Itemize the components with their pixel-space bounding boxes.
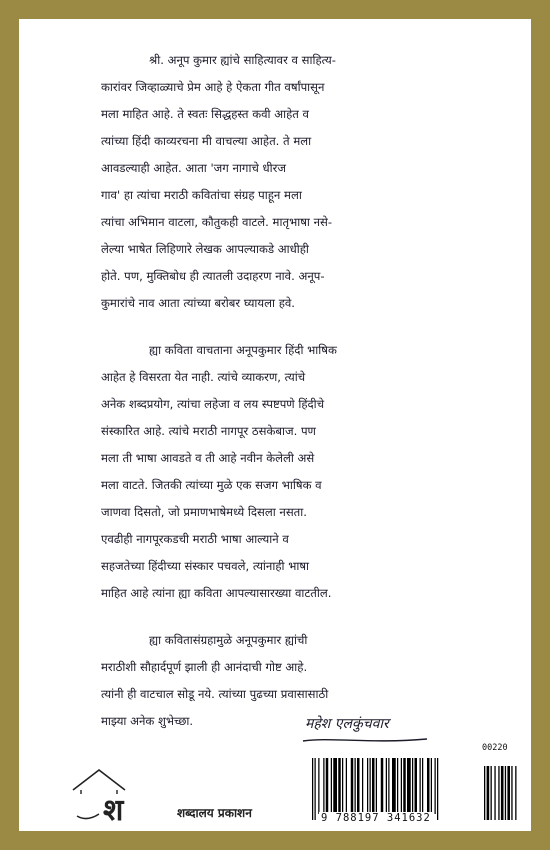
back-cover-page (19, 19, 531, 831)
barcode-addon-bar (515, 766, 516, 820)
barcode-bar (315, 758, 316, 820)
barcode-bar (386, 758, 387, 814)
letter-line: त्यांनी ही वाटचाल सोडू नये. त्यांच्या पुढच्या प्रवासासाठी (101, 687, 329, 701)
letter-paragraph-1 (101, 47, 531, 317)
barcode-bar (403, 758, 406, 814)
letter-line: कुमारांचे नाव आता त्यांच्या बरोबर घ्यायला हवे. (101, 296, 295, 310)
barcode-bar (381, 758, 384, 814)
publisher-name: शब्दालय प्रकाशन (177, 806, 252, 820)
barcode-addon-bar (484, 766, 485, 820)
letter-line: आहेत हे विसरता येत नाही. त्यांचे व्याकरण, त्यांचे (101, 370, 306, 384)
letter-line: एवढीही नागपूरकडची मराठी भाषा आल्याने व (101, 532, 289, 546)
barcode-bar (326, 758, 329, 814)
barcode-bar (431, 758, 432, 814)
barcode-bar (372, 758, 375, 814)
barcode-bar (362, 758, 363, 814)
barcode-bar (420, 758, 421, 814)
barcode-addon-bar (511, 766, 512, 820)
barcode-addon-bar (501, 766, 504, 820)
barcode-addon-bar (498, 766, 499, 820)
barcode-bar (437, 758, 438, 820)
publisher-logo-house-icon (69, 764, 189, 824)
barcode-bar (346, 758, 347, 814)
svg-text:श: श (103, 793, 124, 824)
barcode-bar (333, 758, 337, 814)
letter-line: ह्या कवितासंग्रहामुळे अनूपकुमार ह्यांची (149, 633, 308, 647)
isbn-number: 9 788197 341632 (321, 812, 431, 824)
barcode-bar (388, 758, 389, 814)
letter-line: माझ्या अनेक शुभेच्छा. (101, 714, 194, 728)
barcode-bar (397, 758, 398, 814)
barcode-addon-bar (505, 766, 506, 820)
barcode-bar (427, 758, 430, 814)
barcode-bar (376, 758, 377, 814)
barcode-bar (318, 758, 319, 814)
barcode-bar (435, 758, 436, 814)
letter-line: त्यांचा अभिमान वाटला, कौतुकही वाटले. मातृभाषा नसे- (101, 215, 333, 229)
letter-line: श्री. अनूप कुमार ह्यांचे साहित्यावर व साहित्य- (149, 53, 336, 67)
letter-line: संस्कारित आहे. त्यांचे मराठी नागपूर ठसकेबाज. पण (101, 424, 316, 438)
signature-underline (301, 735, 429, 745)
barcode-addon-bar (507, 766, 510, 820)
barcode-bar (412, 758, 413, 814)
letter-line: होते. पण, मुक्तिबोध ही त्यातली उदाहरण नावे. अनूप- (101, 269, 325, 283)
barcode-addon-bar (491, 766, 492, 820)
barcode-addon-bar (494, 766, 495, 820)
letter-line: माहित आहे त्यांना ह्या कविता आपल्यासारख्या वाटतील. (101, 586, 332, 600)
barcode-bar (367, 758, 368, 814)
barcode-bar (331, 758, 332, 814)
letter-line: आवडल्याही आहेत. आता 'जग नागाचे धीरज (101, 161, 286, 175)
signature: महेश एलकुंचवार (305, 716, 389, 732)
barcode-addon-number: 00220 (482, 743, 508, 753)
letter-line: मला माहित आहे. ते स्वतः सिद्धहस्त कवी आहेत व (101, 107, 309, 121)
barcode-bar (422, 758, 423, 814)
barcode-bar (415, 758, 418, 814)
foreword-letter (101, 47, 531, 735)
barcode-bar (355, 758, 356, 814)
barcode-bar (407, 758, 411, 814)
barcode-addon-bar (487, 766, 490, 820)
barcode-bar (351, 758, 354, 814)
letter-line: मला वाटते. जितकी त्यांच्या मुळे एक सजग भाषिक व (101, 478, 322, 492)
publisher-block (69, 764, 299, 824)
letter-line: गाव' हा त्यांचा मराठी कवितांचा संग्रह पाहून मला (101, 188, 302, 202)
barcode-bar (312, 758, 313, 820)
barcode-bar (357, 758, 360, 814)
barcode-bar (323, 758, 324, 814)
barcode-bar (392, 758, 396, 814)
barcode-bar (338, 758, 341, 814)
barcode-bar (401, 758, 402, 814)
barcode-bar (342, 758, 343, 814)
letter-line: जाणवा दिसतो, जो प्रमाणभाषेमध्ये दिसला नसता. (101, 505, 307, 519)
letter-line: लेल्या भाषेत लिहिणारे लेखक आपल्याकडे आधीही (101, 242, 309, 256)
letter-line: ह्या कविता वाचताना अनूपकुमार हिंदी भाषिक (149, 343, 337, 357)
letter-line: मला ती भाषा आवडते व ती आहे नवीन केलेली असे (101, 451, 315, 465)
letter-line: अनेक शब्दप्रयोग, त्यांचा लहेजा व लय स्पष्टपणे हिंदीचे (101, 397, 325, 411)
letter-line: मराठीशी सौहार्दपूर्ण झाली ही आनंदाची गोष्ट आहे. (101, 660, 308, 674)
barcode-bar (370, 758, 371, 814)
letter-line: सहजतेच्या हिंदीच्या संस्कार पचवले, त्यांनाही भाषा (101, 559, 310, 573)
letter-line: त्यांच्या हिंदी काव्यरचना मी वाचल्या आहेत. ते मला (101, 134, 312, 148)
letter-line: कारांवर जिव्हाळ्याचे प्रेम आहे हे ऐकता गीत वर्षांपासून (101, 80, 325, 94)
letter-paragraph-2 (101, 337, 531, 607)
